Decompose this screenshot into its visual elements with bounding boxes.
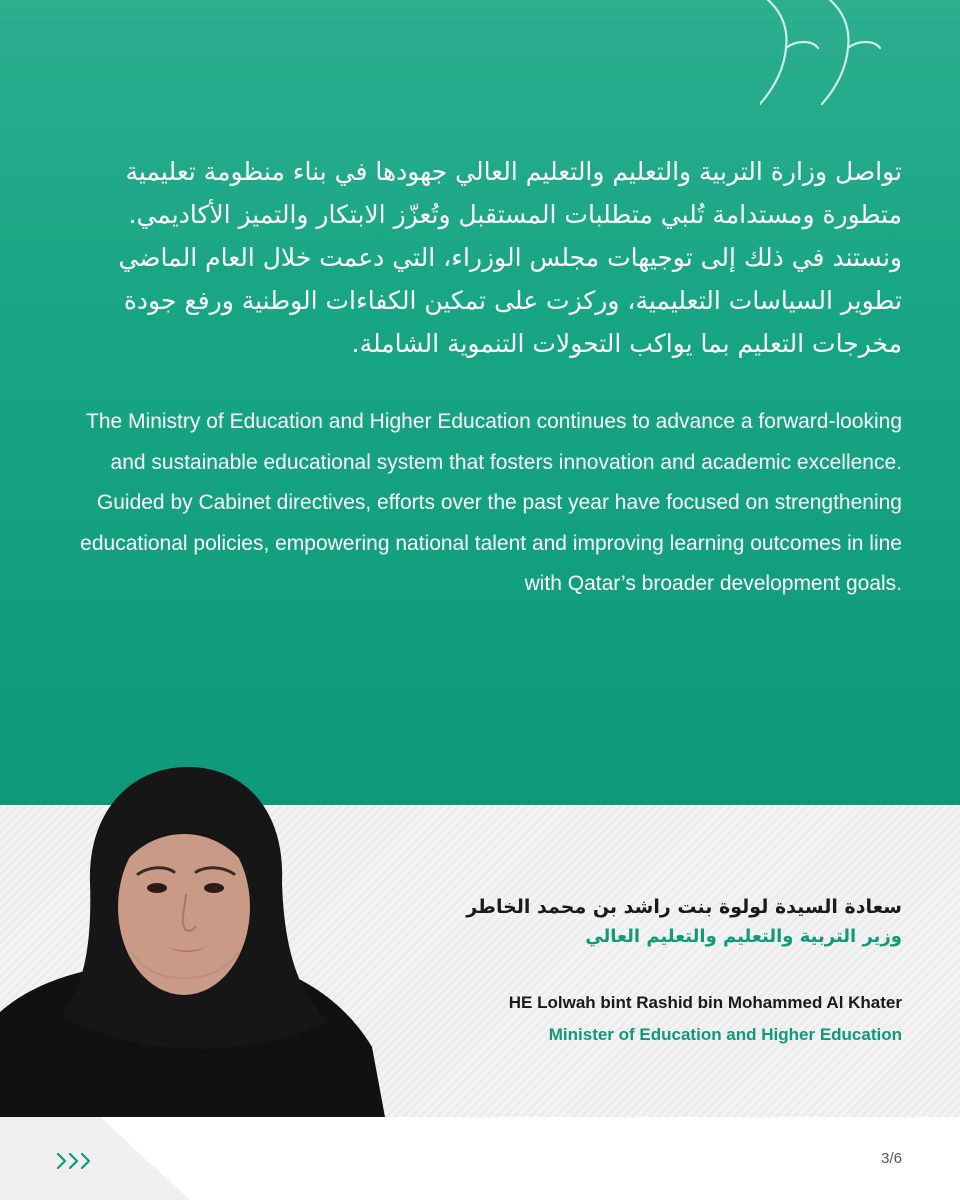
minister-name-arabic: سعادة السيدة لولوة بنت راشد بن محمد الخاطر	[466, 896, 902, 918]
minister-name-english: HE Lolwah bint Rashid bin Mohammed Al Khater	[508, 993, 902, 1012]
footer	[0, 1117, 960, 1200]
minister-portrait	[0, 762, 390, 1117]
page-number: 3/6	[881, 1150, 902, 1167]
quote-english: The Ministry of Education and Higher Education continues to advance a forward-looking and sustainable educational system that fosters innovation and academic excellence. Guided by Cabinet directives, efforts over the past year have focused on strengthening educational policies, empowering national talent and improving learning outcomes in line with Qatar’s broader development goals.	[80, 410, 902, 595]
minister-title-english: Minister of Education and Higher Education	[548, 1025, 902, 1044]
quote-arabic: تواصل وزارة التربية والتعليم والتعليم العالي جهودها في بناء منظومة تعليمية متطورة ومستدامة تُلبي متطلبات المستقبل وتُعزّز الابتكار والتميز الأكاديمي. ونستند في ذلك إلى توجيهات مجلس الوزراء، التي دعمت خلال العام الماضي تطوير السياسات التعليمية، وركزت على تمكين الكفاءات الوطنية ورفع جودة مخرجات التعليم بما يواكب التحولات التنموية الشاملة.	[118, 157, 902, 358]
triple-chevron-right-icon[interactable]	[56, 1151, 96, 1171]
closing-quote-icon	[760, 0, 900, 110]
name-block	[420, 892, 902, 1048]
minister-title-arabic: وزير التربية والتعليم والتعليم العالي	[585, 926, 902, 947]
